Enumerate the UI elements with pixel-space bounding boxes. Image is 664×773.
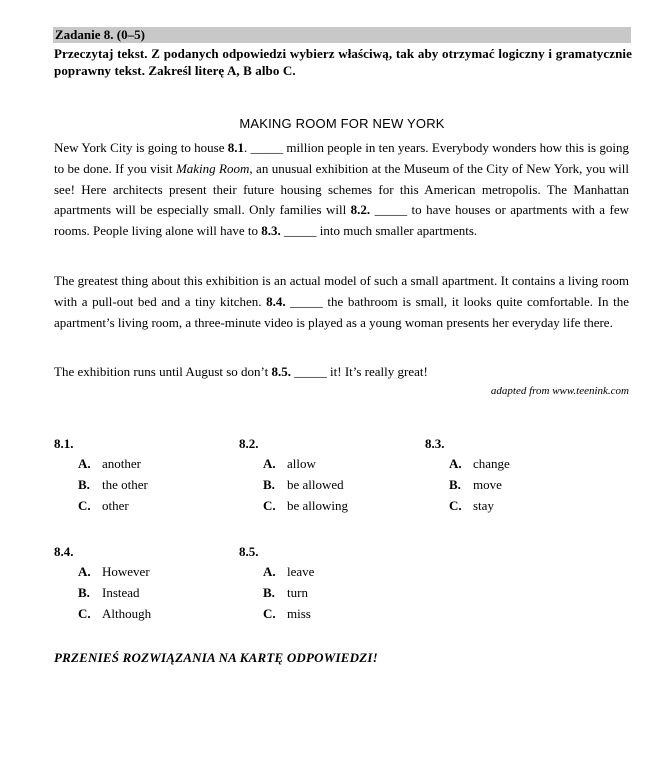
option-c[interactable] <box>54 603 151 624</box>
option-text: leave <box>287 564 315 579</box>
text-title: MAKING ROOM FOR NEW YORK <box>239 116 445 131</box>
option-text: Although <box>102 606 152 621</box>
p2-segment: The greatest thing about this exhibition is an actual model of such a small apartment. It contains a living room with a pull-out bed and a tiny kitchen. <box>54 273 629 309</box>
p1-segment: New York City is going to house <box>54 140 228 155</box>
option-text: other <box>102 498 129 513</box>
option-text: stay <box>473 498 494 513</box>
p1-segment: _____ into much smaller apartments. <box>280 223 478 239</box>
option-letter: A. <box>449 456 462 471</box>
question-number: 8.4. <box>54 544 74 559</box>
option-b[interactable] <box>239 474 348 495</box>
p3-segment: _____ it! It’s really great! <box>291 364 428 379</box>
option-c[interactable] <box>54 495 148 516</box>
option-letter: A. <box>263 564 276 579</box>
option-text: turn <box>287 585 308 600</box>
p1-segment: , an unusual exhibition at the Museum of the City of New York, you will see! Here architects present their future housing schemes for this American metropolis. The Manhattan apartments will be especially small. Only families will <box>54 160 629 218</box>
option-text: allow <box>287 456 316 471</box>
option-b[interactable] <box>54 582 151 603</box>
p1-segment: . _____ million people in ten years. Everybody wonders how this is going to be done. If you visit <box>54 140 629 176</box>
option-a[interactable] <box>54 453 148 474</box>
option-text: change <box>473 456 510 471</box>
paragraph-2 <box>54 271 629 333</box>
option-text: move <box>473 477 502 492</box>
option-text: Instead <box>102 585 140 600</box>
option-text: the other <box>102 477 148 492</box>
option-b[interactable] <box>239 582 314 603</box>
option-a[interactable] <box>239 561 314 582</box>
option-letter: B. <box>263 585 275 600</box>
option-letter: C. <box>78 498 91 513</box>
option-text: miss <box>287 606 311 621</box>
gap-8-2-label: 8.2. <box>350 202 371 218</box>
paragraph-1 <box>54 138 629 242</box>
question-8-1 <box>54 435 148 516</box>
option-b[interactable] <box>54 474 148 495</box>
option-a[interactable] <box>425 453 510 474</box>
gap-8-1-label: 8.1 <box>227 140 245 155</box>
p2-segment: _____ the bathroom is small, it looks quite comfortable. In the apartment’s living room, a three-minute video is played as a young woman presents her everyday life there. <box>54 293 630 330</box>
gap-8-3-label: 8.3. <box>261 223 281 239</box>
gap-8-4-label: 8.4. <box>266 293 286 309</box>
question-8-3 <box>425 435 510 516</box>
option-text: However <box>102 564 150 579</box>
question-8-5 <box>239 543 314 624</box>
question-8-4 <box>54 543 151 624</box>
option-letter: C. <box>449 498 462 513</box>
gap-8-5-label: 8.5. <box>271 364 292 379</box>
option-letter: A. <box>78 456 91 471</box>
option-letter: A. <box>263 456 276 471</box>
option-b[interactable] <box>425 474 510 495</box>
option-text: be allowed <box>287 477 344 492</box>
option-text: another <box>102 456 141 471</box>
option-a[interactable] <box>54 561 151 582</box>
text-source: adapted from www.teenink.com <box>490 385 629 397</box>
p3-segment: The exhibition runs until August so don’t <box>54 364 272 379</box>
p1-segment: _____ to have houses or apartments with a few rooms. People living alone will have to <box>54 202 629 239</box>
option-c[interactable] <box>425 495 510 516</box>
option-letter: B. <box>263 477 275 492</box>
transfer-answers-note: PRZENIEŚ ROZWIĄZANIA NA KARTĘ ODPOWIEDZI! <box>54 650 378 665</box>
question-number: 8.5. <box>239 544 259 559</box>
question-8-2 <box>239 435 348 516</box>
option-letter: C. <box>263 498 276 513</box>
option-letter: B. <box>78 477 90 492</box>
exhibition-name: Making Room <box>175 160 250 176</box>
paragraph-3 <box>54 362 629 383</box>
task-instruction: Przeczytaj tekst. Z podanych odpowiedzi wybierz właściwą, tak aby otrzymać logiczny i gramatycznie poprawny tekst. Zakreśl literę A, B albo C. <box>54 46 632 78</box>
option-a[interactable] <box>239 453 348 474</box>
option-letter: C. <box>78 606 91 621</box>
option-c[interactable] <box>239 495 348 516</box>
option-letter: C. <box>263 606 276 621</box>
option-text: be allowing <box>287 498 349 513</box>
question-number: 8.3. <box>425 436 445 451</box>
option-letter: A. <box>78 564 91 579</box>
option-letter: B. <box>449 477 461 492</box>
task-header: Zadanie 8. (0–5) <box>53 27 631 43</box>
question-number: 8.1. <box>54 436 74 451</box>
option-letter: B. <box>78 585 90 600</box>
option-c[interactable] <box>239 603 314 624</box>
question-number: 8.2. <box>239 436 259 451</box>
